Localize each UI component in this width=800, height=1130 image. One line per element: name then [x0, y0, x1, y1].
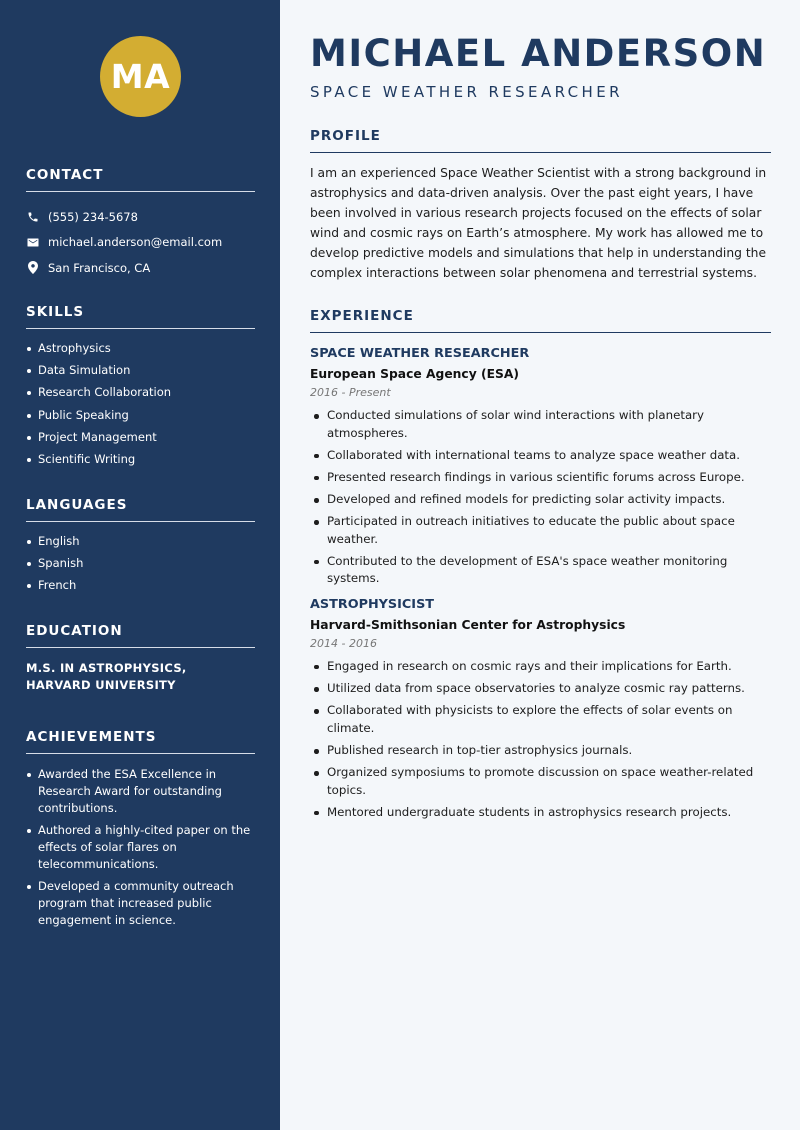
job-bullets: [310, 407, 771, 588]
contact-section: [26, 167, 255, 281]
language-item: Spanish: [26, 556, 255, 578]
sidebar: [0, 0, 280, 1130]
skill-item: Scientific Writing: [26, 452, 255, 474]
skill-item: Public Speaking: [26, 408, 255, 430]
languages-section: [26, 497, 255, 601]
phone-icon: [26, 210, 40, 224]
skills-heading: SKILLS: [26, 304, 255, 329]
job-bullet: Mentored undergraduate students in astrophysics research projects.: [310, 804, 771, 822]
language-item: English: [26, 534, 255, 556]
job-title: ASTROPHYSICIST: [310, 596, 435, 612]
job-bullet: Collaborated with physicists to explore the effects of solar events on climate.: [310, 702, 771, 737]
job-bullet: Contributed to the development of ESA's space weather monitoring systems.: [310, 553, 771, 588]
achievements-section: [26, 729, 255, 934]
profile-section: [310, 128, 771, 283]
experience-heading: EXPERIENCE: [310, 308, 771, 333]
job-entry: [310, 597, 771, 821]
contact-email: [26, 230, 255, 256]
achievement-item: Authored a highly-cited paper on the effects of solar flares on telecommunications.: [26, 822, 255, 873]
contact-phone: [26, 204, 255, 230]
job-bullet: Participated in outreach initiatives to educate the public about space weather.: [310, 513, 771, 548]
education-degree: M.S. IN ASTROPHYSICS, HARVARD UNIVERSITY: [26, 661, 187, 692]
job-bullet: Conducted simulations of solar wind interactions with planetary atmospheres.: [310, 407, 771, 442]
skills-section: [26, 304, 255, 474]
experience-section: [310, 308, 771, 826]
job-dates: 2016 - Present: [310, 386, 391, 399]
job-bullet: Collaborated with international teams to analyze space weather data.: [310, 447, 771, 465]
avatar: MA: [100, 36, 181, 117]
job-bullet: Developed and refined models for predicting solar activity impacts.: [310, 491, 771, 509]
skills-list: [26, 341, 255, 474]
profile-text: I am an experienced Space Weather Scientist with a strong background in astrophysics and data-driven analysis. Over the past eight years, I have been involved in various research projects focused on the effects of solar wind and cosmic rays on Earth’s atmosphere. My work has allowed me to develop predictive models and simulations that help in understanding the complex interactions between solar phenomena and terrestrial systems.: [310, 166, 767, 280]
language-item: French: [26, 578, 255, 600]
candidate-name: MICHAEL ANDERSON: [310, 32, 767, 75]
email-icon: [26, 235, 40, 249]
achievements-heading: ACHIEVEMENTS: [26, 729, 255, 754]
profile-heading: PROFILE: [310, 128, 771, 153]
job-dates: 2014 - 2016: [310, 636, 377, 650]
candidate-role: SPACE WEATHER RESEARCHER: [310, 83, 623, 101]
job-bullet: Engaged in research on cosmic rays and their implications for Earth.: [310, 658, 771, 676]
job-bullet: Organized symposiums to promote discussion on space weather-related topics.: [310, 764, 771, 799]
contact-phone-text: (555) 234-5678: [48, 209, 138, 224]
achievements-list: [26, 766, 255, 929]
location-pin-icon: [26, 261, 40, 275]
job-bullet: Published research in top-tier astrophysics journals.: [310, 742, 771, 760]
skill-item: Project Management: [26, 430, 255, 452]
skill-item: Research Collaboration: [26, 385, 255, 407]
job-company: Harvard-Smithsonian Center for Astrophysics: [310, 617, 626, 632]
contact-email-text: michael.anderson@email.com: [48, 235, 223, 250]
education-heading: EDUCATION: [26, 623, 255, 648]
achievement-item: Developed a community outreach program that increased public engagement in science.: [26, 878, 255, 929]
contact-location-text: San Francisco, CA: [48, 260, 151, 275]
skill-item: Data Simulation: [26, 363, 255, 385]
achievement-item: Awarded the ESA Excellence in Research Award for outstanding contributions.: [26, 766, 255, 817]
contact-heading: CONTACT: [26, 167, 255, 192]
skill-item: Astrophysics: [26, 341, 255, 363]
job-entry: [310, 346, 771, 588]
job-title: SPACE WEATHER RESEARCHER: [310, 346, 530, 361]
contact-location: [26, 255, 255, 281]
job-bullet: Utilized data from space observatories to analyze cosmic ray patterns.: [310, 680, 771, 698]
job-bullets: [310, 658, 771, 821]
job-company: European Space Agency (ESA): [310, 367, 520, 381]
job-bullet: Presented research findings in various scientific forums across Europe.: [310, 469, 771, 487]
languages-heading: LANGUAGES: [26, 497, 255, 522]
education-section: [26, 623, 255, 694]
languages-list: [26, 534, 255, 601]
